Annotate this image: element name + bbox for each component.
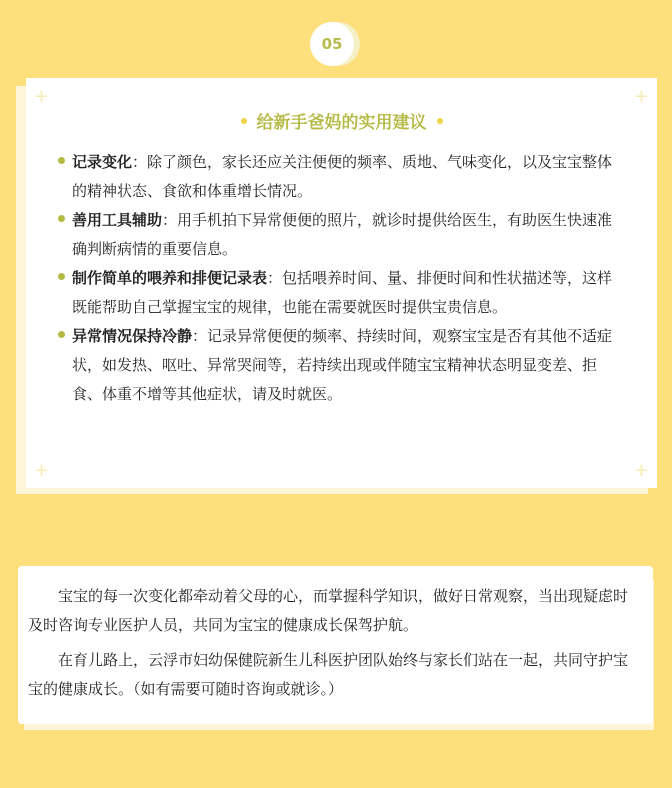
tip-heading: 善用工具辅助 — [72, 211, 163, 229]
section-number: 05 — [321, 35, 343, 53]
tip-heading: 异常情况保持冷静 — [72, 327, 193, 345]
tip-heading: 记录变化 — [72, 153, 133, 171]
card-title — [26, 108, 657, 133]
tip-item: 异常情况保持冷静：记录异常便便的频率、持续时间，观察宝宝是否有其他不适症状，如发热、呕吐、异常哭闹等，若持续出现或伴随宝宝精神状态明显变差、拒食、体重不增等其他症状，请及时就医。 — [58, 322, 618, 409]
bullet-icon — [58, 273, 65, 280]
tip-heading: 制作简单的喂养和排便记录表 — [72, 269, 268, 287]
bullet-icon — [58, 331, 65, 338]
bullet-icon — [58, 215, 65, 222]
tip-text: 除了颜色，家长还应关注便便的频率、质地、气味变化，以及宝宝整体的精神状态、食欲和体重增长情况。 — [72, 153, 613, 200]
tip-text: 包括喂养时间、量、排便时间和性状描述等，这样既能帮助自己掌握宝宝的规律，也能在需要就医时提供宝贵信息。 — [72, 269, 613, 316]
tip-item: 善用工具辅助：用手机拍下异常便便的照片，就诊时提供给医生，有助医生快速准确判断病情的重要信息。 — [58, 206, 618, 264]
plus-decoration-icon: + — [633, 86, 649, 107]
tip-text: 记录异常便便的频率、持续时间，观察宝宝是否有其他不适症状，如发热、呕吐、异常哭闹等，若持续出现或伴随宝宝精神状态明显变差、拒食、体重不增等其他症状，请及时就医。 — [72, 327, 613, 403]
summary-card — [18, 566, 653, 724]
section-number-badge — [310, 22, 354, 66]
tips-list — [58, 148, 618, 409]
tip-item: 制作简单的喂养和排便记录表：包括喂养时间、量、排便时间和性状描述等，这样既能帮助自己掌握宝宝的规律，也能在需要就医时提供宝贵信息。 — [58, 264, 618, 322]
plus-decoration-icon: + — [34, 86, 50, 107]
title-dot-icon — [437, 118, 443, 124]
tip-text: 用手机拍下异常便便的照片，就诊时提供给医生，有助医生快速准确判断病情的重要信息。 — [72, 211, 613, 258]
summary-paragraph: 宝宝的每一次变化都牵动着父母的心，而掌握科学知识，做好日常观察，当出现疑虑时及时咨询专业医护人员，共同为宝宝的健康成长保驾护航。 — [28, 587, 629, 634]
tip-item: 记录变化：除了颜色，家长还应关注便便的频率、质地、气味变化，以及宝宝整体的精神状态、食欲和体重增长情况。 — [58, 148, 618, 206]
plus-decoration-icon: + — [633, 460, 649, 481]
plus-decoration-icon: + — [34, 460, 50, 481]
title-dot-icon — [241, 118, 247, 124]
tips-card — [26, 78, 657, 488]
card-title-text: 给新手爸妈的实用建议 — [256, 113, 427, 133]
summary-paragraph: 在育儿路上，云浮市妇幼保健院新生儿科医护团队始终与家长们站在一起，共同守护宝宝的健康成长。（如有需要可随时咨询或就诊。） — [28, 651, 629, 698]
bullet-icon — [58, 157, 65, 164]
